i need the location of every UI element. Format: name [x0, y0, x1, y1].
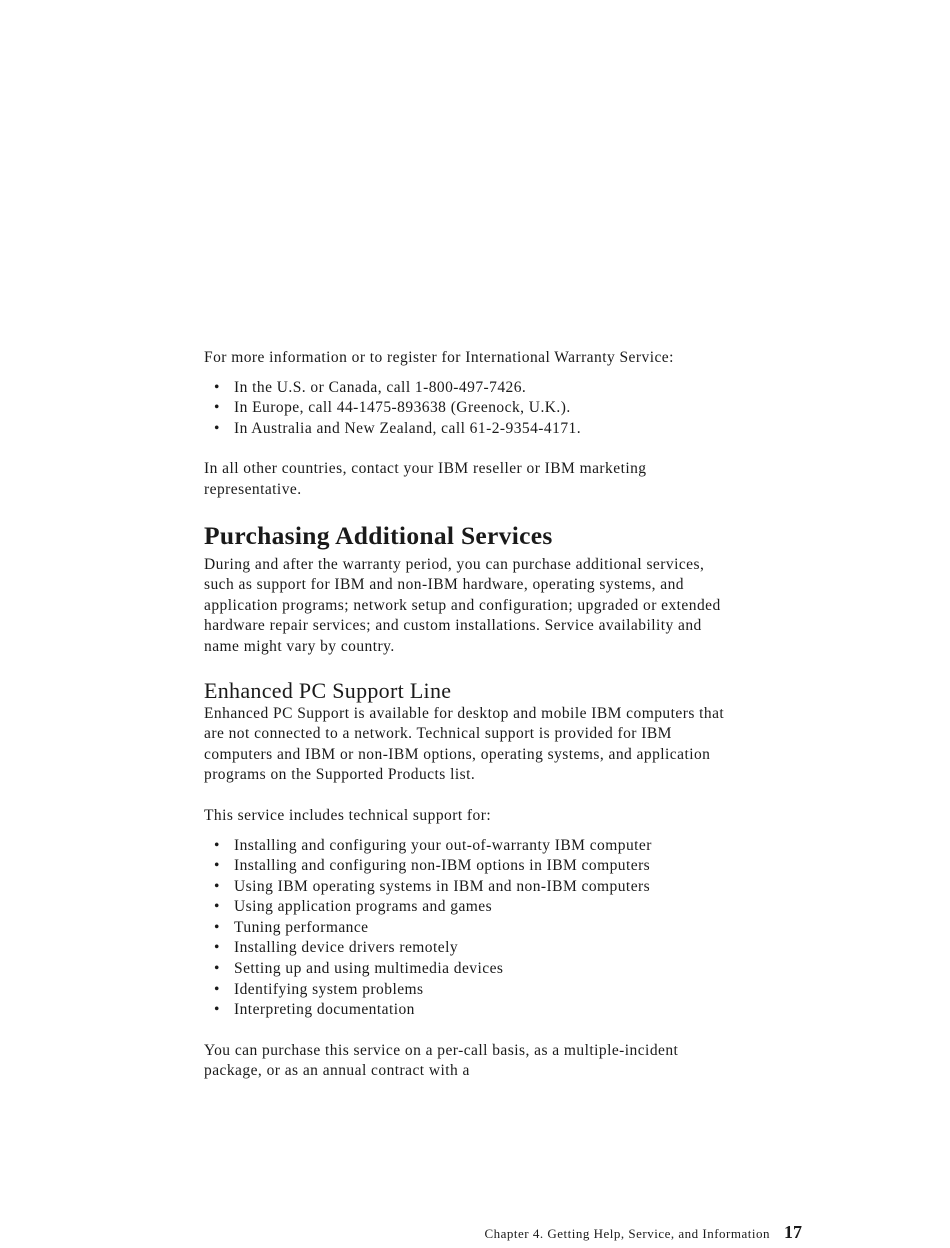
intl-warranty-phone-list — [204, 378, 734, 440]
list-item-text: Setting up and using multimedia devices — [234, 960, 504, 978]
bullet-icon: • — [214, 960, 220, 978]
bullet-icon: • — [214, 877, 220, 895]
intl-warranty-intro: For more information or to register for International Warranty Service: — [204, 349, 674, 366]
bullet-icon: • — [214, 378, 220, 396]
bullet-icon: • — [214, 980, 220, 998]
list-item-text: Installing device drivers remotely — [234, 939, 459, 957]
list-item-text: Installing and configuring your out-of-warranty IBM computer — [234, 836, 652, 854]
section-heading-purchasing: Purchasing Additional Services — [204, 520, 553, 550]
page-body — [204, 348, 734, 1082]
list-item-text: Identifying system problems — [234, 980, 424, 998]
page-footer — [0, 1222, 802, 1243]
enhanced-support-paragraph: Enhanced PC Support is available for desktop and mobile IBM computers that are not connected to a network. Technical support is provided for IBM computers and IBM or non-IBM options, operating systems, and application programs on the Supported Products list. — [204, 704, 725, 784]
list-item — [204, 398, 734, 419]
list-item — [204, 959, 734, 980]
purchasing-paragraph: During and after the warranty period, you can purchase additional services, such as support for IBM and non-IBM hardware, operating systems, and application programs; network setup and configuration; upgraded or extended hardware repair services; and custom installations. Service availability and name might vary by country. — [204, 555, 721, 655]
list-item-text: Tuning performance — [234, 918, 369, 936]
list-item-text: Installing and configuring non-IBM options in IBM computers — [234, 857, 651, 875]
bullet-icon: • — [214, 419, 220, 437]
list-item — [204, 897, 734, 918]
purchase-options-paragraph: You can purchase this service on a per-call basis, as a multiple-incident package, or as an annual contract with a — [204, 1041, 679, 1080]
bullet-icon: • — [214, 857, 220, 875]
bullet-icon: • — [214, 898, 220, 916]
list-item — [204, 918, 734, 939]
list-item-text: In Europe, call 44-1475-893638 (Greenock, U.K.). — [234, 399, 571, 417]
list-item-text: In the U.S. or Canada, call 1-800-497-7426. — [234, 378, 527, 396]
bullet-icon: • — [214, 918, 220, 936]
bullet-icon: • — [214, 939, 220, 957]
subsection-heading-enhanced-pc-support: Enhanced PC Support Line — [204, 677, 452, 703]
chapter-title: Chapter 4. Getting Help, Service, and Information — [484, 1226, 770, 1241]
list-item-text: Using IBM operating systems in IBM and non-IBM computers — [234, 877, 651, 895]
list-item — [204, 856, 734, 877]
list-item — [204, 938, 734, 959]
other-countries-paragraph: In all other countries, contact your IBM reseller or IBM marketing representative. — [204, 460, 647, 498]
list-item-text: In Australia and New Zealand, call 61-2-9354-4171. — [234, 419, 582, 437]
bullet-icon: • — [214, 1001, 220, 1019]
list-item — [204, 1000, 734, 1021]
list-item — [204, 419, 734, 440]
bullet-icon: • — [214, 399, 220, 417]
page-number: 17 — [784, 1222, 802, 1242]
bullet-icon: • — [214, 836, 220, 854]
list-item — [204, 980, 734, 1001]
list-item — [204, 877, 734, 898]
service-includes-paragraph: This service includes technical support for: — [204, 806, 492, 824]
list-item — [204, 836, 734, 857]
list-item — [204, 378, 734, 399]
technical-support-list — [204, 836, 734, 1021]
list-item-text: Interpreting documentation — [234, 1001, 415, 1019]
list-item-text: Using application programs and games — [234, 898, 493, 916]
